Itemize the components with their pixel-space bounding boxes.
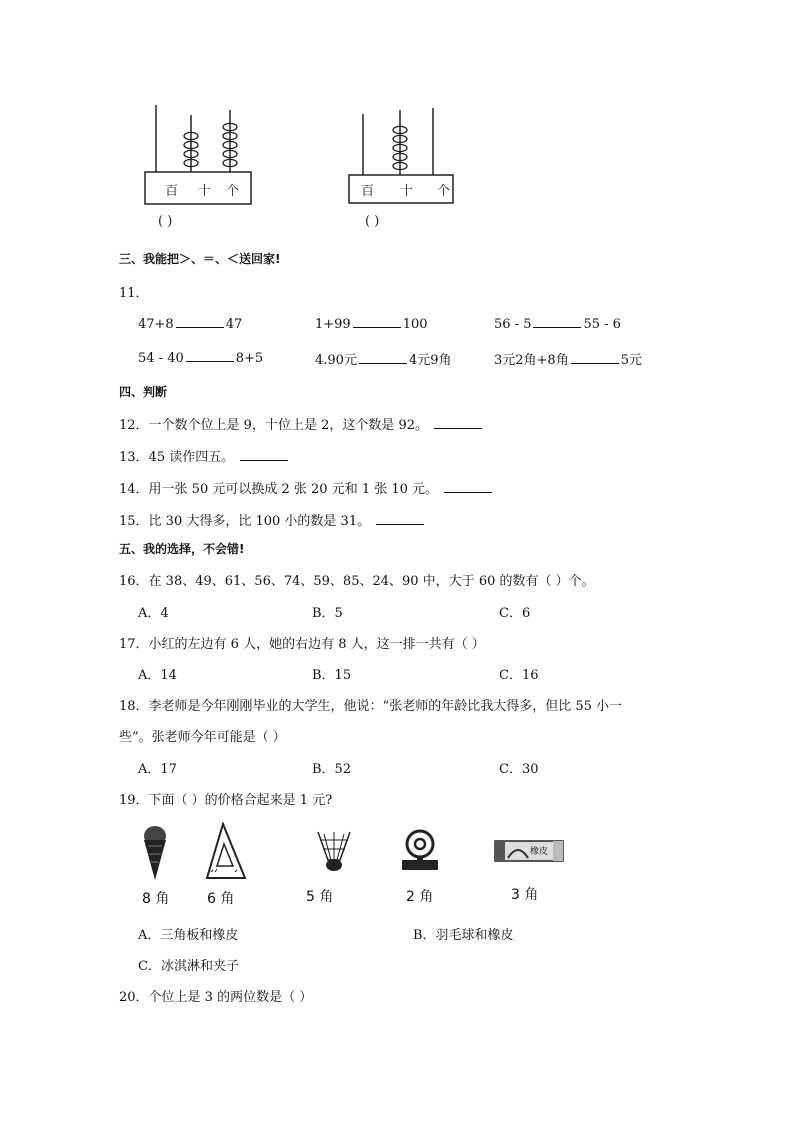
abacus-1-answer: ( ) xyxy=(158,214,173,229)
abacus-2-label-tens: 十 xyxy=(400,184,414,199)
q11-item-1 xyxy=(138,315,242,332)
q13 xyxy=(119,446,290,465)
q17-option-c[interactable]: C．16 xyxy=(499,668,539,683)
section-3-title: 三、我能把＞、＝、＜送回家! xyxy=(119,252,281,266)
triangle-ruler-icon xyxy=(205,822,247,882)
q19-option-b[interactable]: B．羽毛球和橡皮 xyxy=(413,928,514,943)
answer-blank[interactable] xyxy=(434,416,482,429)
price-shuttlecock: 5 角 xyxy=(306,889,334,905)
q11-expr-right: 5元 xyxy=(620,353,642,368)
q11-expr-left: 47+8 xyxy=(138,317,174,332)
q11-item-2 xyxy=(315,315,428,332)
q12 xyxy=(119,414,484,433)
q11-expr-left: 1+99 xyxy=(315,317,351,332)
answer-blank[interactable] xyxy=(533,315,581,328)
q19-option-c[interactable]: C．冰淇淋和夹子 xyxy=(138,959,239,974)
q18-option-a[interactable]: A．17 xyxy=(138,762,177,777)
price-triangle-ruler: 6 角 xyxy=(207,891,235,907)
section-4-title: 四、判断 xyxy=(119,385,168,399)
q16-option-a[interactable]: A．4 xyxy=(138,606,169,621)
q11-item-4 xyxy=(138,349,263,366)
q15 xyxy=(119,510,426,529)
q16-option-b[interactable]: B．5 xyxy=(312,606,343,621)
q11-expr-left: 4.90元 xyxy=(315,353,357,368)
q11-expr-right: 47 xyxy=(225,317,243,332)
eraser-label: 橡皮 xyxy=(530,847,549,857)
price-clip: 2 角 xyxy=(406,889,434,905)
q11-expr-left: 54 - 40 xyxy=(138,351,184,366)
ice-cream-icon xyxy=(140,824,170,882)
abacus-2-label-hundreds: 百 xyxy=(361,184,375,199)
shuttlecock-icon xyxy=(314,830,354,874)
q11-expr-right: 4元9角 xyxy=(408,353,452,368)
q11-expr-left: 56 - 5 xyxy=(494,317,532,332)
eraser-shape xyxy=(494,840,564,862)
abacus-2-answer: ( ) xyxy=(365,214,380,229)
q11-item-6 xyxy=(494,349,642,368)
q19-text: 19．下面（ ）的价格合起来是 1 元? xyxy=(119,793,333,808)
q18-option-b[interactable]: B．52 xyxy=(312,762,352,777)
q18-line-1: 18．李老师是今年刚刚毕业的大学生，他说：“张老师的年龄比我大得多，但比 55 小一 xyxy=(119,699,622,714)
q11-number: 11． xyxy=(119,286,149,301)
section-5-title: 五、我的选择，不会错! xyxy=(119,542,245,556)
answer-blank[interactable] xyxy=(176,315,224,328)
answer-blank[interactable] xyxy=(359,351,407,364)
q11-expr-right: 8+5 xyxy=(235,351,264,366)
price-eraser: 3 角 xyxy=(511,887,539,903)
q20-text: 20．个位上是 3 的两位数是（ ） xyxy=(119,990,313,1005)
q16-text: 16．在 38、49、61、56、74、59、85、24、90 中，大于 60 的数有（ ）个。 xyxy=(119,574,595,589)
q13-text: 13．45 读作四五。 xyxy=(119,450,235,465)
q11-expr-right: 55 - 6 xyxy=(583,317,621,332)
clip-icon xyxy=(398,828,442,874)
q19-option-a[interactable]: A．三角板和橡皮 xyxy=(138,928,239,943)
q14-text: 14．用一张 50 元可以换成 2 张 20 元和 1 张 10 元。 xyxy=(119,482,439,497)
q18-option-c[interactable]: C．30 xyxy=(499,762,539,777)
abacus-2-label-ones: 个 xyxy=(437,184,451,199)
q14 xyxy=(119,478,494,497)
eraser-icon xyxy=(494,840,564,862)
q11-expr-right: 100 xyxy=(402,317,428,332)
q12-text: 12．一个数个位上是 9，十位上是 2，这个数是 92。 xyxy=(119,418,429,433)
price-ice-cream: 8 角 xyxy=(142,891,170,907)
q18-line-2: 些”。张老师今年可能是（ ） xyxy=(119,730,286,745)
q15-text: 15．比 30 大得多，比 100 小的数是 31。 xyxy=(119,514,371,529)
q11-expr-left: 3元2角+8角 xyxy=(494,353,569,368)
abacus-1-label-tens: 十 xyxy=(198,184,212,199)
abacus-1-label-hundreds: 百 xyxy=(165,184,179,199)
answer-blank[interactable] xyxy=(240,448,288,461)
answer-blank[interactable] xyxy=(571,351,619,364)
abacus-1-label-ones: 个 xyxy=(226,184,240,199)
q17-option-b[interactable]: B．15 xyxy=(312,668,352,683)
q16-option-c[interactable]: C．6 xyxy=(499,606,531,621)
answer-blank[interactable] xyxy=(444,480,492,493)
answer-blank[interactable] xyxy=(186,349,234,362)
q11-item-3 xyxy=(494,315,621,332)
q17-text: 17．小红的左边有 6 人，她的右边有 8 人，这一排一共有（ ） xyxy=(119,637,485,652)
answer-blank[interactable] xyxy=(376,512,424,525)
answer-blank[interactable] xyxy=(353,315,401,328)
q11-item-5 xyxy=(315,349,452,368)
q17-option-a[interactable]: A．14 xyxy=(138,668,177,683)
